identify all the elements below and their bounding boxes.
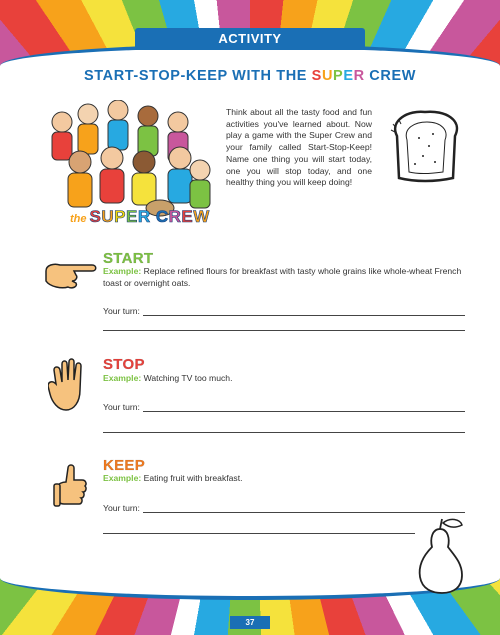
your-turn-label: Your turn:: [103, 503, 140, 513]
stop-answer-row: [103, 398, 465, 412]
page-number: 37: [230, 616, 270, 629]
super-crew-logo: the SUPER CREW: [70, 207, 210, 226]
start-heading: START: [103, 250, 154, 267]
thumbs-up-icon: [52, 462, 88, 514]
example-text: Eating fruit with breakfast.: [143, 473, 243, 483]
example-label: Example:: [103, 266, 142, 276]
stop-answer-line[interactable]: [143, 402, 465, 412]
intro-paragraph: Think about all the tasty food and fun activities you've learned about. Now play a game with the Super Crew and your family called Start-Stop-Keep! Name one thing you will start today, one you will stop today, and one healthy thing you will keep doing!: [226, 107, 372, 188]
your-turn-label: Your turn:: [103, 402, 140, 412]
keep-answer-line-2[interactable]: [103, 533, 415, 534]
start-answer-row: [103, 302, 465, 316]
example-text: Watching TV too much.: [143, 373, 233, 383]
pointing-hand-icon: [42, 255, 98, 291]
bread-slice-icon: [385, 106, 465, 186]
example-label: Example:: [103, 473, 142, 483]
start-answer-line[interactable]: [143, 306, 465, 316]
example-text: Replace refined flours for breakfast with tasty whole grains like whole-wheat French toast or overnight oats.: [103, 266, 462, 288]
stop-hand-icon: [48, 356, 88, 414]
keep-heading: KEEP: [103, 457, 146, 474]
keep-answer-row: [103, 499, 465, 513]
your-turn-label: Your turn:: [103, 306, 140, 316]
start-example: [103, 266, 463, 289]
start-answer-line-2[interactable]: [103, 330, 465, 331]
super-crew-illustration: [40, 100, 225, 220]
example-label: Example:: [103, 373, 142, 383]
activity-banner: ACTIVITY: [135, 28, 365, 50]
stop-answer-line-2[interactable]: [103, 432, 465, 433]
stop-heading: STOP: [103, 356, 145, 373]
keep-example: [103, 473, 463, 485]
keep-answer-line[interactable]: [143, 503, 465, 513]
stop-example: [103, 373, 463, 385]
pear-icon: [410, 515, 470, 595]
page-title: START-STOP-KEEP WITH THE SUPER CREW: [83, 68, 417, 84]
